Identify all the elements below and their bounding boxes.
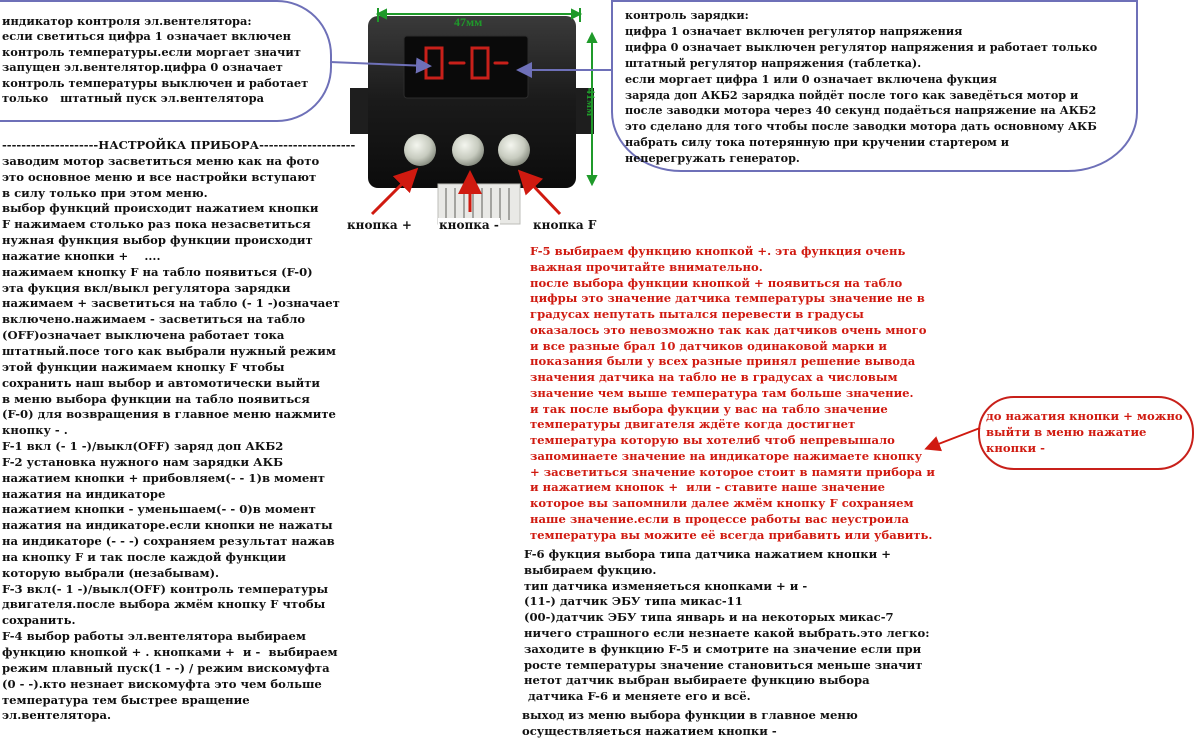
button-f-arrow bbox=[522, 174, 560, 214]
fan-indicator-arrow bbox=[330, 62, 428, 66]
f5-instructions-text: F-5 выбираем функцию кнопкой +. эта функция очень важная прочитайте внимательно. после выбора функции кнопкой + появиться на табло цифры это значение датчика температуры значение не в градусах непутать пытался перевести в градусы оказалось это невозможно так как датчиков очень много и все разные брал 10 датчиков одинаковой марки и показания были у всех разные принял решение вывода значения датчика на табло не в градусах а числовым значение чем выше температура там больше значение. и так после выбора фукции у вас на табло значение температуры двигателя ждёте когда достигнет температура которую вы хотелиб чтоб непревышало запоминаете значение на индикаторе нажимаете кнопку + засветиться значение которое стоит в памяти прибора и и нажатием кнопок + или - ставите наше значение которое вы запомнили далее жмём кнопку F сохраняем наше значение.если в процессе работы вас неустроила температура вы можите её всегда прибавить или убавить. bbox=[530, 244, 935, 542]
charge-control-text: контроль зарядки: цифра 1 означает включен регулятор напряжения цифра 0 означает выключен регулятор напряжения и работает только штатный регулятор напряжения (таблетка). если моргает цифра 1 или 0 означает включена фукция заряда доп АКБ2 зарядка пойдёт после того как заведёться мотор и после заводки мотора через 40 секунд подаёться напряжение на АКБ2 это сделано для того чтобы после заводки мотора дать основному АКБ набрать силу тока потерянную при кручении стартером и неперегружать генератор. bbox=[625, 8, 1098, 166]
button-plus-label: кнопка + bbox=[347, 218, 412, 232]
exit-menu-text: выход из меню выбора функции в главное меню осуществляеться нажатием кнопки - bbox=[522, 708, 858, 738]
button-f-label: кнопка F bbox=[533, 218, 597, 232]
dimension-width-label: 47мм bbox=[454, 15, 483, 29]
button-minus-label: кнопка - bbox=[439, 218, 499, 232]
dimension-height-label: 41мм bbox=[584, 88, 598, 117]
setup-instructions-text: --------------------НАСТРОЙКА ПРИБОРА-------------------- заводим мотор засветиться меню как на фото это основное меню и все настройки вступают в силу только при этом меню. выбор функций происходит нажатием кнопки F нажимаем столько раз пока незасветиться нужная функция выбор функции происходит нажатие кнопки + .... нажимаем кнопку F на табло появиться (F-0) эта фукция вкл/выкл регулятора зарядки нажимаем + засветиться на табло (- 1 -)означает включено.нажимаем - засветиться на табло (OFF)означает выключена работает тока штатный.посе того как выбрали нужный режим этой функции нажимаем кнопку F чтобы сохранить наш выбор и автомотически выйти в меню выбора функции на табло появиться (F-0) для возвращения в главное меню нажмите кнопку - . F-1 вкл (- 1 -)/выкл(OFF) заряд доп АКБ2 F-2 установка нужного нам зарядки АКБ нажатием кнопки + прибовляем(- - 1)в момент нажатия на индикаторе нажатием кнопки - уменьшаем(- - 0)в момент нажатия на индикаторе.если кнопки не нажаты на индикаторе (- - -) сохраняем результат нажав на кнопку F и так после каждой функции которую выбрали (незабывам). F-3 вкл(- 1 -)/выкл(OFF) контроль температуры двигателя.после выбора жмём кнопку F чтобы сохранить. F-4 выбор работы эл.вентелятора выбираем функцию кнопкой + . кнопками + и - выбираем режим плавный пуск(1 - -) / режим вискомуфта (0 - -).кто незнает вискомуфта это чем больше температура тем быстрее вращение эл.вентелятора. bbox=[2, 138, 356, 723]
red-note-text: до нажатия кнопки + можно выйти в меню нажатие кнопки - bbox=[986, 409, 1183, 455]
red-note-arrow bbox=[928, 428, 980, 448]
button-plus-arrow bbox=[372, 172, 414, 214]
f6-instructions-text: F-6 фукция выбора типа датчика нажатием кнопки + выбираем фукцию. тип датчика изменяеться кнопками + и - (11-) датчик ЭБУ типа микас-11 (00-)датчик ЭБУ типа январь и на некоторых микас-7 ничего страшного если незнаете какой выбрать.это легко: заходите в функцию F-5 и смотрите на значение если при росте температуры значение становиться меньше значит нетот датчик выбран выбираете функцию выбора датчика F-6 и меняете его и всё. bbox=[524, 547, 930, 704]
fan-indicator-text: индикатор контроля эл.вентелятора: если светиться цифра 1 означает включен контроль температуры.если моргает значит запущен эл.вентелятор.цифра 0 означает контроль температуры выключен и работает только штатный пуск эл.вентелятора bbox=[2, 14, 309, 106]
